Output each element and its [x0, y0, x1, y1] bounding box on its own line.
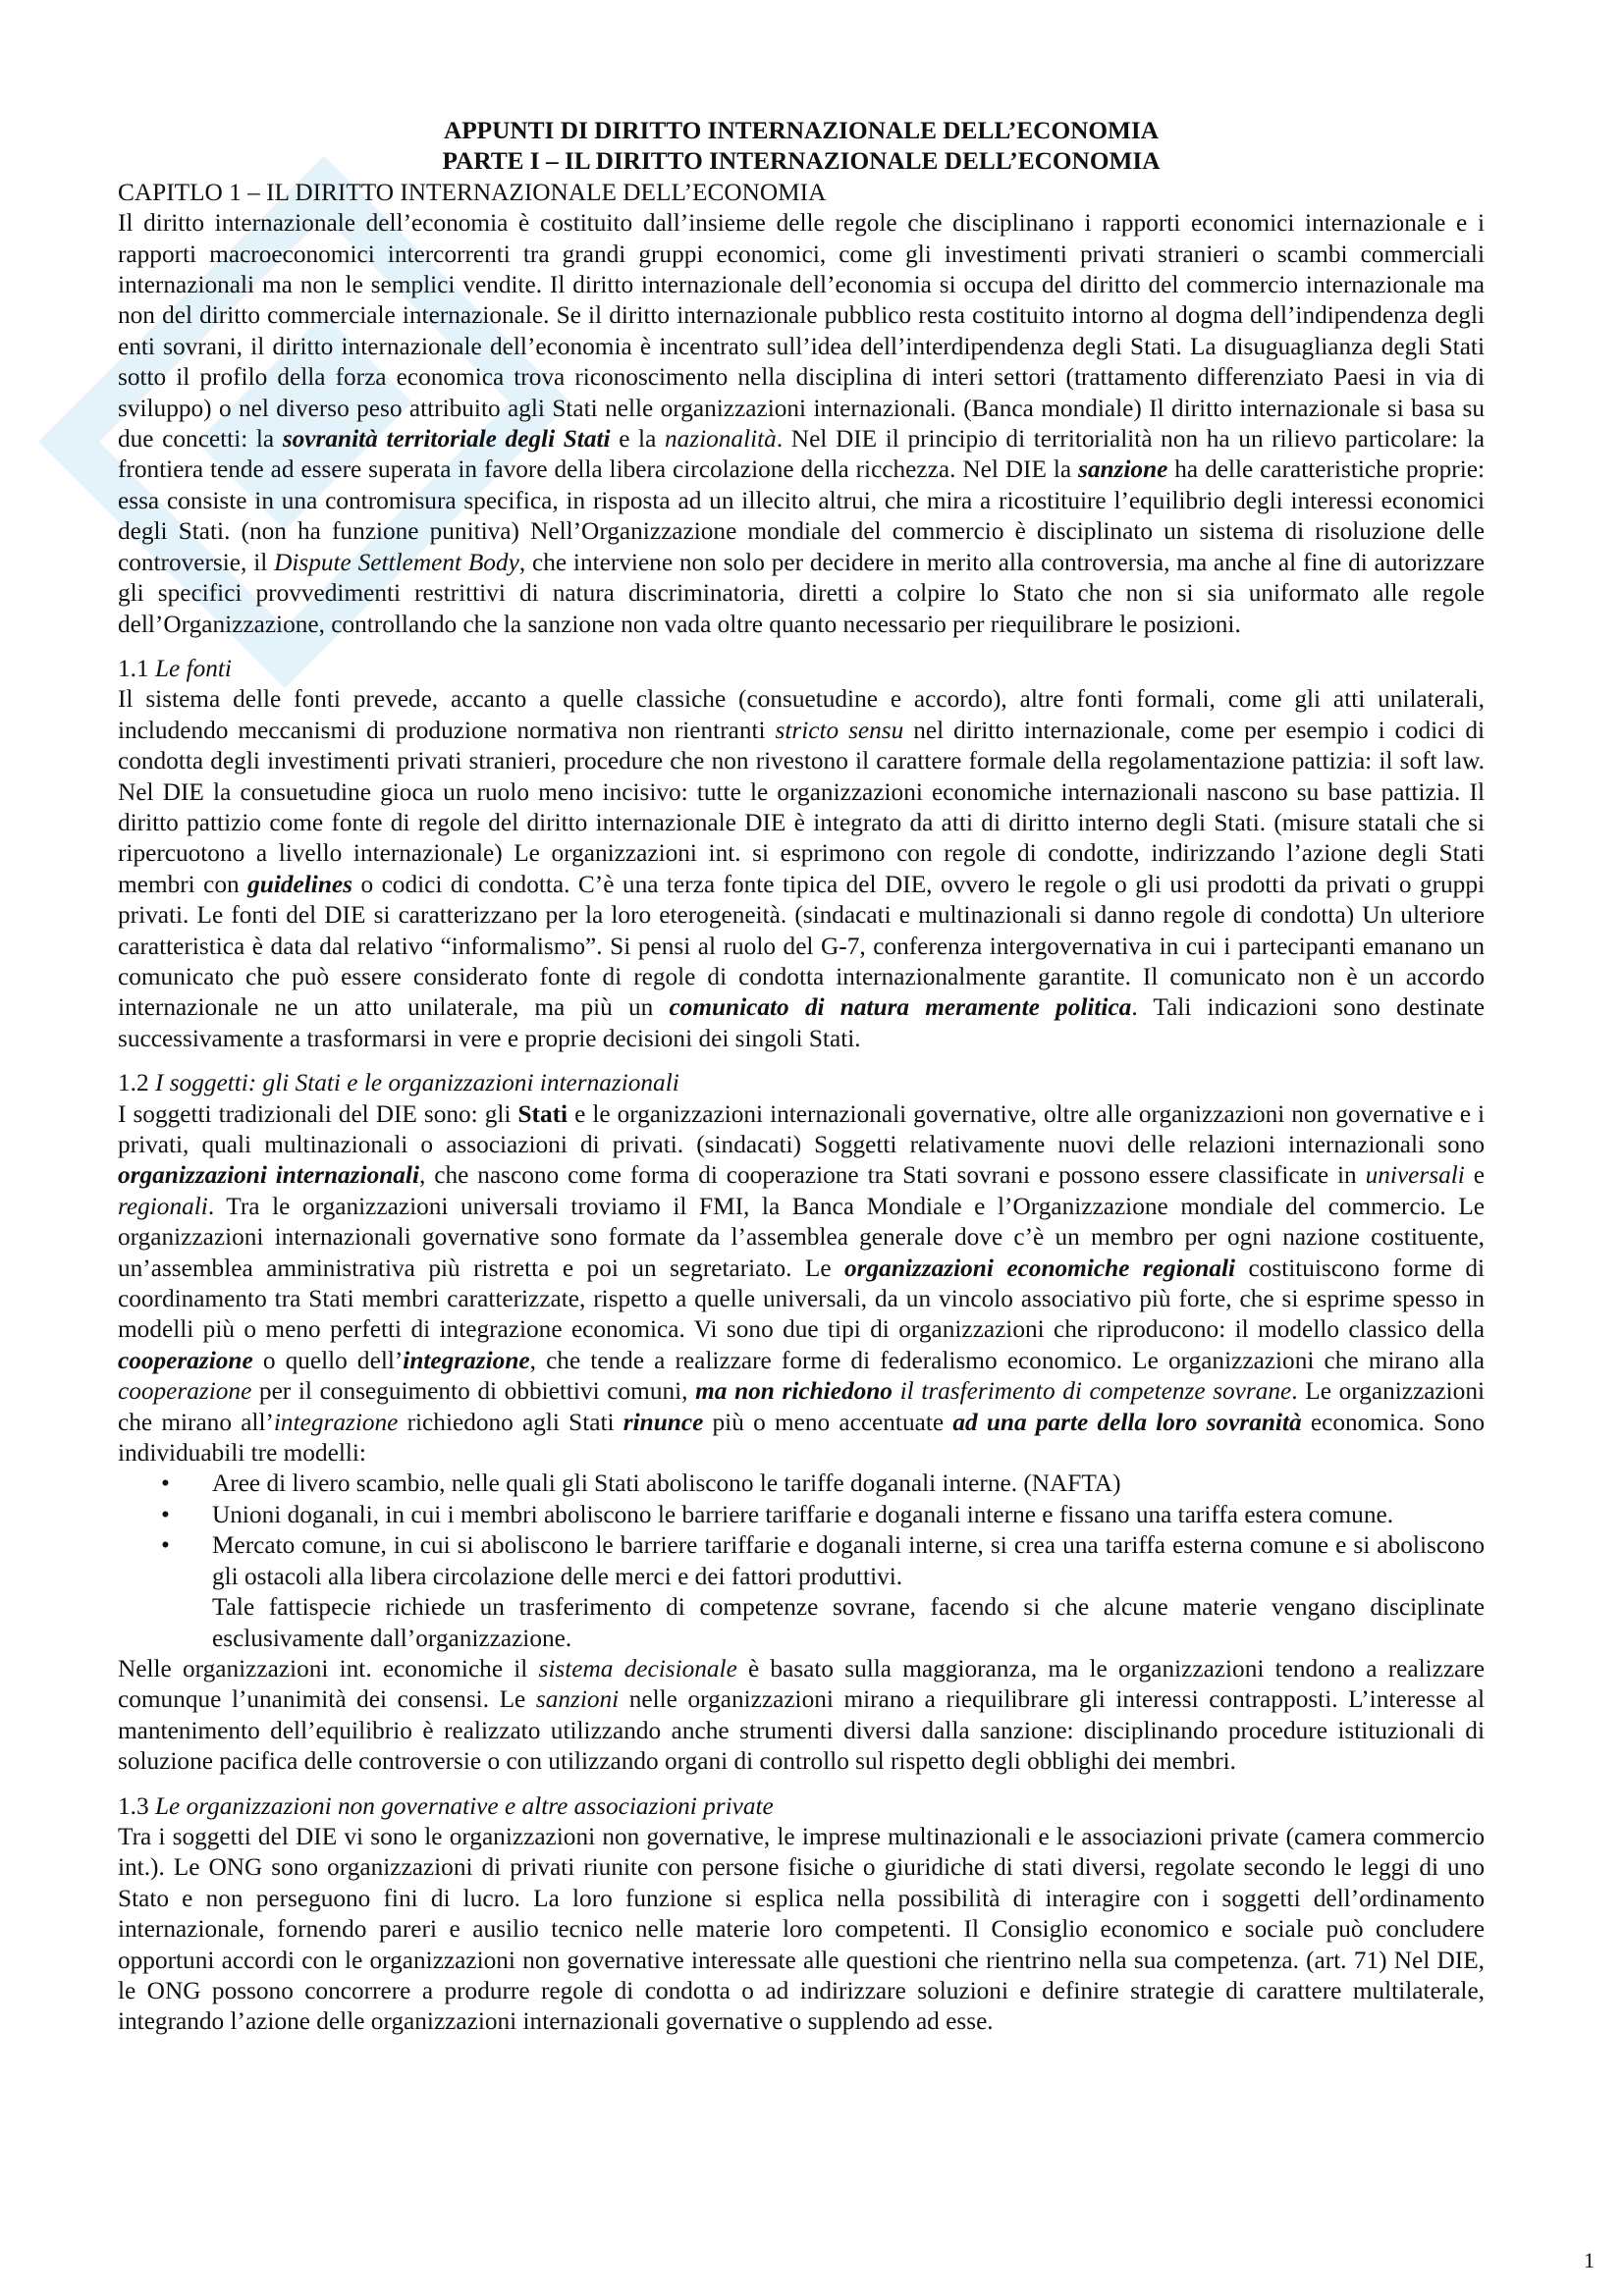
document-page	[118, 116, 1485, 2038]
page-number: 1	[1584, 2248, 1595, 2272]
section-1-3-paragraph: Tra i soggetti del DIE vi sono le organizzazioni non governative, le imprese multinazionali e le associazioni private (camera commercio int.). Le ONG sono organizzazioni di privati riunite con persone fisiche o giuridiche di stati diversi, regolate secondo le leggi di uno Stato e non perseguono fini di lucro. La loro funzione si esplica nella possibilità di interagire con i soggetti dell’ordinamento internazionale, fornendo pareri e ausilio tecnico nelle materie loro competenti. Il Consiglio economico e sociale può concludere opportuni accordi con le organizzazioni non governative interessate alle questioni che rientrino nella sua competenza. (art. 71) Nel DIE, le ONG possono concorrere a produrre regole di condotta o ad indirizzare soluzioni e definire strategie di carattere multilaterale, integrando l’azione delle organizzazioni internazionali governative o supplendo ad esse.	[118, 1822, 1485, 2036]
section-1-2-closing-paragraph: Nelle organizzazioni int. economiche il sistema decisionale è basato sulla maggioranza, ma le organizzazioni tendono a realizzare comunque l’unanimità dei consensi. Le sanzioni nelle organizzazioni mirano a riequilibrare gli interessi contrapposti. L’interesse al mantenimento dell’equilibrio è realizzato utilizzando anche strumenti diversi dalla sanzione: disciplinando procedure istituzionali di soluzione pacifica delle controversie o con utilizzando organi di controllo sul rispetto degli obblighi dei membri.	[118, 1654, 1486, 1776]
list-item: • Aree di livero scambio, nelle quali gli Stati aboliscono le tariffe doganali interne. (NAFTA)	[212, 1468, 1485, 1499]
part-title: PARTE I – IL DIRITTO INTERNAZIONALE DELL’ECONOMIA	[442, 147, 1161, 176]
list-continuation: Tale fattispecie richiede un trasferimento di competenze sovrane, facendo si che alcune materie vengano disciplinate esclusivamente dall’organizzazione.	[212, 1593, 1485, 1652]
intro-paragraph: Il diritto internazionale dell’economia è costituito dall’insieme delle regole che disciplinano i rapporti economici internazionale e i rapporti macroeconomici intercorrenti tra grandi gruppi economici, come gli investimenti privati stranieri o scambi commerciali internazionali ma non le semplici vendite. Il diritto internazionale dell’economia si occupa del diritto del commercio internazionale ma non del diritto commerciale internazionale. Se il diritto internazionale pubblico resta costituito intorno al dogma dell’indipendenza degli enti sovrani, il diritto internazionale dell’economia è incentrato sull’idea dell’interdipendenza degli Stati. La disuguaglianza degli Stati sotto il profilo della forza economica trova riconoscimento nella disciplina di interi settori (trattamento differenziato Paesi in via di sviluppo) o nel diverso peso attribuito agli Stati nelle organizzazioni internazionali. (Banca mondiale) Il diritto internazionale si basa su due concetti: la sovranità territoriale degli Stati e la nazionalità. Nel DIE il principio di territorialità non ha un rilievo particolare: la frontiera tende ad essere superata in favore della libera circolazione della ricchezza. Nel DIE la sanzione ha delle caratteristiche proprie: essa consiste in una contromisura specifica, in risposta ad un illecito altrui, che mira a ricostituire l’equilibrio degli interessi economici degli Stati. (non ha funzione punitiva) Nell’Organizzazione mondiale del commercio è disciplinato un sistema di risoluzione delle controversie, il Dispute Settlement Body, che interviene non solo per decidere in merito alla controversia, ma anche al fine di autorizzare gli specifici provvedimenti restrittivi di natura discriminatoria, diretti a colpire lo Stato che non si sia uniformato alle regole dell’Organizzazione, controllando che la sanzione non vada oltre quanto necessario per riequilibrare le posizioni.	[118, 209, 1485, 638]
section-1-3-heading: 1.3 Le organizzazioni non governative e altre associazioni private	[118, 1791, 774, 1820]
integration-models-list	[118, 1468, 1485, 1592]
section-1-2-paragraph: I soggetti tradizionali del DIE sono: gli Stati e le organizzazioni internazionali governative, oltre alle organizzazioni non governative e i privati, quali multinazionali o associazioni di privati. (sindacati) Soggetti relativamente nuovi delle relazioni internazionali sono organizzazioni internazionali, che nascono come forma di cooperazione tra Stati sovrani e possono essere classificate in universali e regionali. Tra le organizzazioni universali troviamo il FMI, la Banca Mondiale e l’Organizzazione mondiale del commercio. Le organizzazioni internazionali governative sono formate da l’assemblea generale dove c’è un membro per ogni nazione costituente, un’assemblea amministrativa più ristretta e poi un segretariato. Le organizzazioni economiche regionali costituiscono forme di coordinamento tra Stati membri caratterizzate, rispetto a quelle universali, da un vincolo associativo più forte, che si esprime spesso in modelli più o meno perfetti di integrazione economica. Vi sono due tipi di organizzazioni che riproducono: il modello classico della cooperazione o quello dell’integrazione, che tende a realizzare forme di federalismo economico. Le organizzazioni che mirano alla cooperazione per il conseguimento di obbiettivi comuni, ma non richiedono il trasferimento di competenze sovrane. Le organizzazioni che mirano all’integrazione richiedono agli Stati rinunce più o meno accentuate ad una parte della loro sovranità economica. Sono individuabili tre modelli:	[118, 1099, 1486, 1468]
section-1-2-heading: 1.2 I soggetti: gli Stati e le organizzazioni internazionali	[118, 1069, 679, 1097]
section-1-1-paragraph: Il sistema delle fonti prevede, accanto a quelle classiche (consuetudine e accordo), altre fonti formali, come gli atti unilaterali, includendo meccanismi di produzione normativa non rientranti stricto sensu nel diritto internazionale, come per esempio i codici di condotta degli investimenti privati stranieri, procedure che non rivestono il carattere formale della regolamentazione pattizia: il soft law. Nel DIE la consuetudine gioca un ruolo meno incisivo: tutte le organizzazioni economiche internazionali nascono su base pattizia. Il diritto pattizio come fonte di regole del diritto internazionale DIE è integrato da atti di diritto interno degli Stati. (misure statali che si ripercuotono a livello internazionale) Le organizzazioni int. si esprimono con regole di condotte, indirizzando l’azione degli Stati membri con guidelines o codici di condotta. C’è una terza fonte tipica del DIE, ovvero le regole o gli usi prodotti da privati o gruppi privati. Le fonti del DIE si caratterizzano per la loro eterogeneità. (sindacati e multinazionali si danno regole di condotta) Un ulteriore caratteristica è data dal relativo “informalismo”. Si pensi al ruolo del G-7, conferenza intergovernativa in cui i partecipanti emanano un comunicato che può essere considerato fonte di regole di condotta internazionalmente garantite. Il comunicato non è un accordo internazionale ne un atto unilaterale, ma più un comunicato di natura meramente politica. Tali indicazioni sono destinate successivamente a trasformarsi in vere e proprie decisioni dei singoli Stati.	[118, 685, 1485, 1052]
document-title: APPUNTI DI DIRITTO INTERNAZIONALE DELL’ECONOMIA	[443, 117, 1160, 144]
list-item: • Mercato comune, in cui si aboliscono le barriere tariffarie e doganali interne, si crea una tariffa esterna comune e si aboliscono gli ostacoli alla libera circolazione delle merci e dei fattori produttivi.	[212, 1530, 1485, 1592]
section-1-1-heading: 1.1 Le fonti	[118, 654, 232, 682]
list-item: • Unioni doganali, in cui i membri aboliscono le barriere tariffarie e doganali interne e fissano una tariffa estera comune.	[212, 1500, 1485, 1530]
chapter-title: CAPITLO 1 – IL DIRITTO INTERNAZIONALE DELL’ECONOMIA	[118, 178, 827, 206]
